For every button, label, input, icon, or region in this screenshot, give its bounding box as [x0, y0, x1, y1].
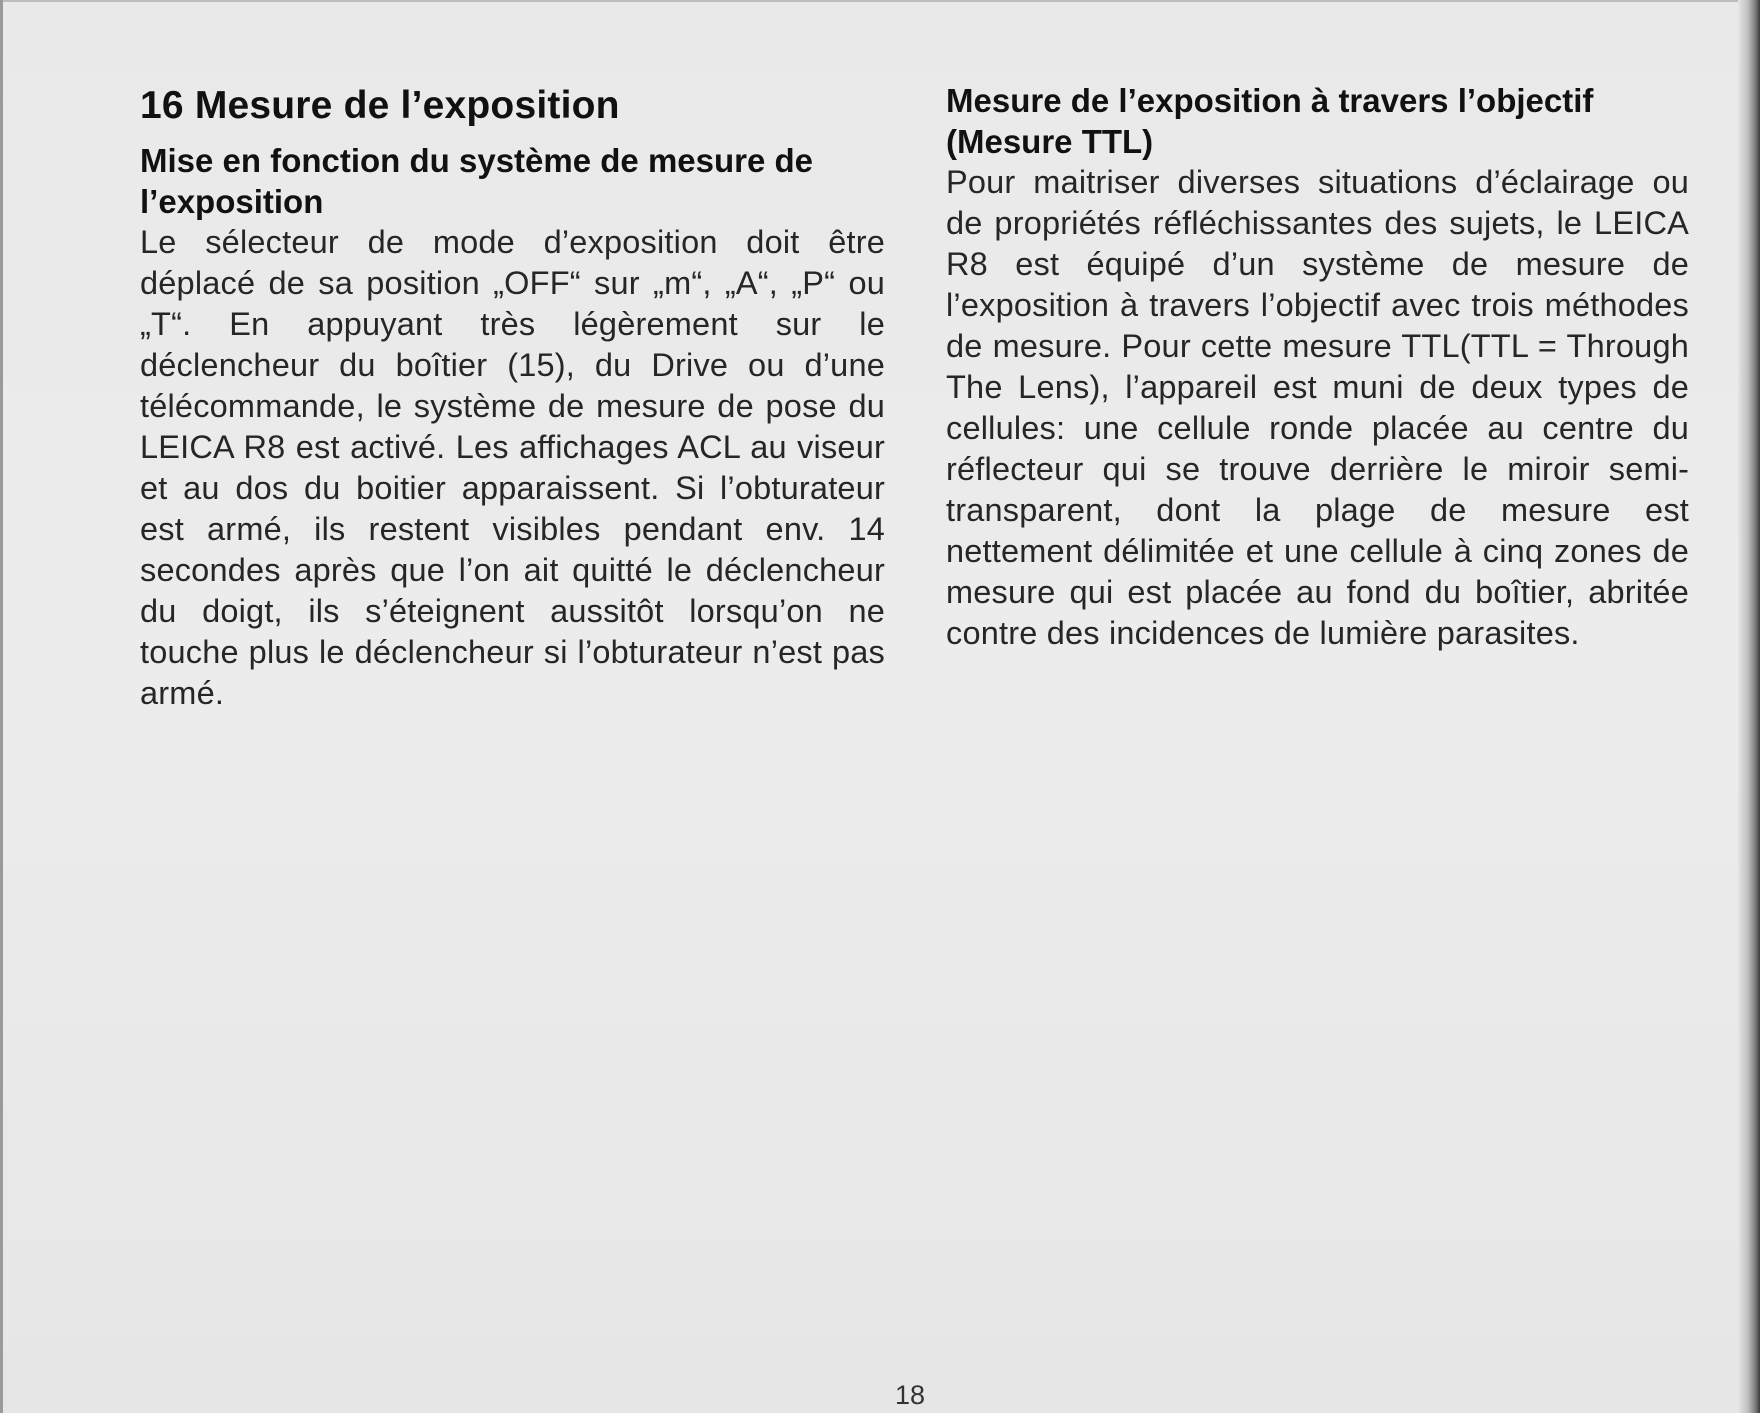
left-column	[140, 80, 885, 714]
paragraph-ttl-metering: Pour maitriser diverses situations d’éclairage ou de propriétés réfléchissantes des sujets, le LEICA R8 est équipé d’un système de mesure de l’exposition à travers l’objectif avec trois méthodes de mesure. Pour cette mesure TTL(TTL = Through The Lens), l’appareil est muni de deux types de cellules: une cellule ronde placée au centre du réflecteur qui se trouve derrière le miroir semitransparent, dont la plage de mesure est nettement délimitée et une cellule à cinq zones de mesure qui est placée au fond du boîtier, abritée contre des incidences de lumière parasites.	[946, 164, 1689, 651]
section-title-ttl-metering: Mesure de l’exposition à travers l’objectif (Mesure TTL)	[946, 82, 1594, 160]
right-column	[946, 80, 1689, 654]
page-top-edge	[0, 0, 1760, 2]
chapter-title: 16 Mesure de l’exposition	[140, 84, 620, 127]
section-title-metering-activation: Mise en fonction du système de mesure de l’exposition	[140, 142, 814, 220]
paragraph-metering-activation: Le sélecteur de mode d’exposition doit être déplacé de sa position „OFF“ sur „m“, „A“, „P“ ou „T“. En appuyant très légèrement sur le déclencheur du boîtier (15), du Drive ou d’une télécommande, le système de mesure de pose du LEICA R8 est activé. Les affichages ACL au viseur et au dos du boitier apparaissent. Si l’obturateur est armé, ils restent visibles pendant env. 14 secondes après que l’on ait quitté le déclencheur du doigt, ils s’éteignent aussitôt lorsqu’on ne touche plus le déclencheur si l’obturateur n’est pas armé.	[140, 224, 885, 711]
page-binding-shadow	[1738, 0, 1760, 1413]
page-left-edge	[0, 0, 3, 1413]
page-number: 18	[894, 1380, 926, 1410]
